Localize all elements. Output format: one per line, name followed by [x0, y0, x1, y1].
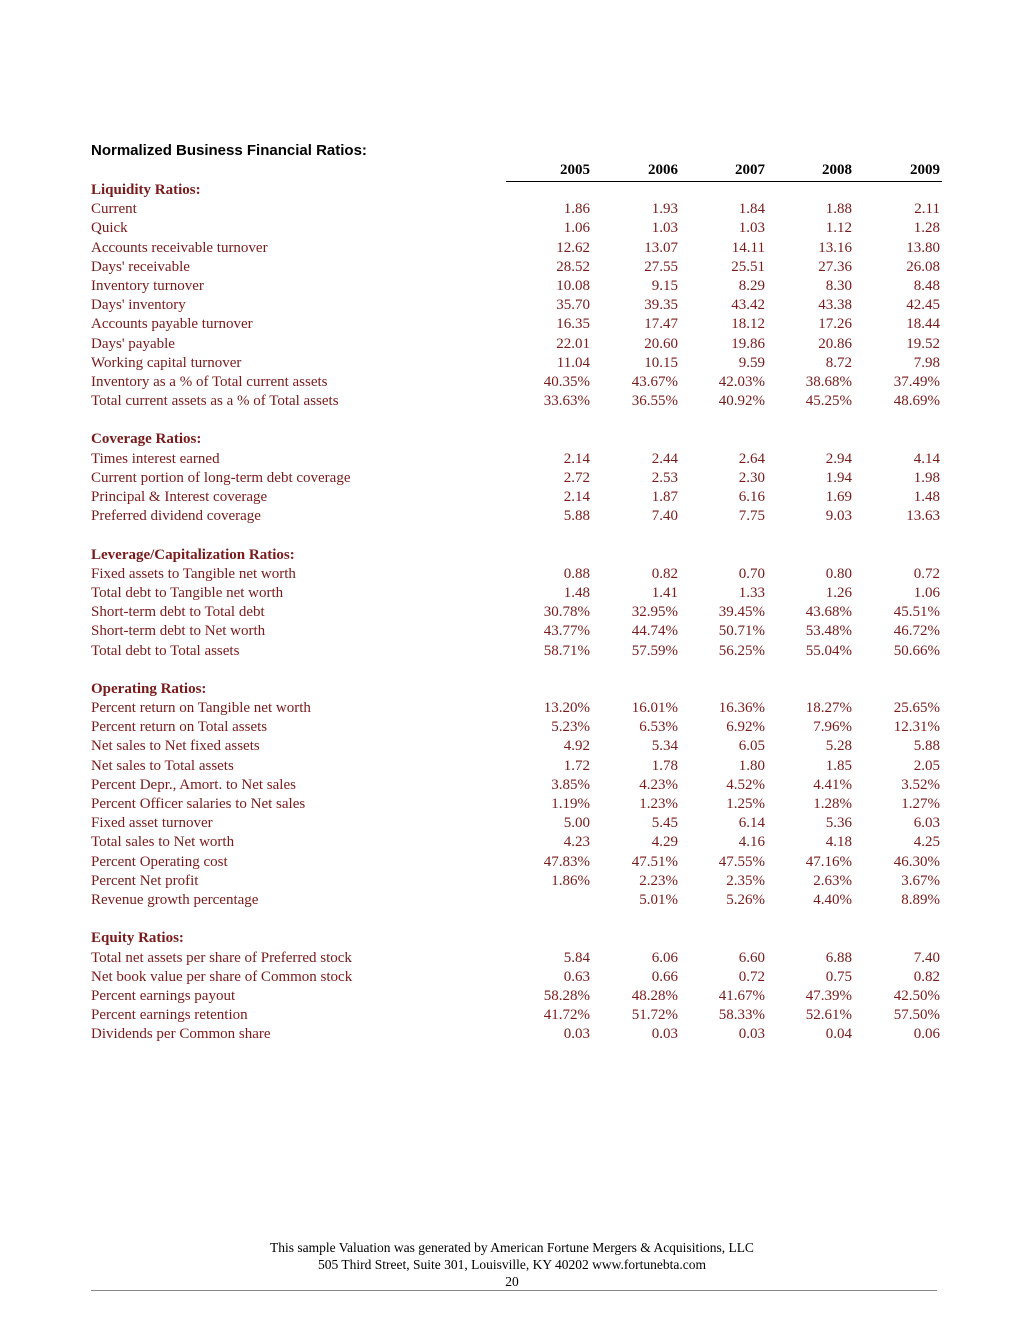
ratio-value: 50.71% — [718, 623, 765, 640]
ratio-value: 4.23% — [639, 776, 678, 793]
table-row — [0, 451, 1024, 470]
ratio-value: 0.80 — [825, 565, 852, 582]
ratio-value: 4.41% — [813, 776, 852, 793]
ratio-value: 13.20% — [543, 700, 590, 717]
ratio-value: 1.06 — [913, 584, 940, 601]
ratio-value: 14.11 — [731, 239, 765, 256]
table-row — [0, 316, 1024, 335]
ratio-value: 47.55% — [718, 853, 765, 870]
ratio-value: 12.31% — [893, 719, 940, 736]
ratio-label: Principal & Interest coverage — [91, 489, 268, 505]
ratio-label: Accounts receivable turnover — [91, 239, 268, 256]
ratio-value: 4.40% — [813, 891, 852, 908]
table-row — [0, 969, 1024, 988]
ratio-value: 32.95% — [631, 604, 678, 621]
ratio-label: Percent Net profit — [91, 872, 199, 889]
table-row — [0, 988, 1024, 1007]
ratio-label: Total debt to Tangible net worth — [91, 584, 284, 601]
ratio-value: 0.04 — [825, 1026, 852, 1043]
ratio-value: 52.61% — [805, 1007, 852, 1024]
section-spacer — [0, 662, 1024, 681]
ratio-value: 43.68% — [805, 604, 852, 621]
ratio-value: 47.51% — [631, 853, 678, 870]
ratio-value: 1.93 — [651, 201, 678, 218]
ratio-value: 27.36 — [818, 258, 852, 275]
table-row — [0, 259, 1024, 278]
ratio-value: 26.08 — [906, 258, 940, 275]
ratio-value: 9.03 — [825, 508, 852, 525]
ratio-value: 37.49% — [893, 373, 940, 390]
table-row — [0, 854, 1024, 873]
ratio-value: 7.40 — [651, 508, 678, 525]
ratio-value: 1.98 — [913, 469, 940, 486]
ratio-value: 3.52% — [901, 776, 940, 793]
ratio-value: 47.39% — [805, 987, 852, 1004]
table-row — [0, 796, 1024, 815]
table-row — [0, 700, 1024, 719]
ratio-value: 2.11 — [914, 201, 940, 218]
ratio-value: 43.67% — [631, 373, 678, 390]
ratio-value: 56.25% — [718, 642, 765, 659]
ratio-label: Percent earnings retention — [91, 1007, 248, 1024]
ratio-table — [0, 182, 1024, 1045]
table-row — [0, 738, 1024, 757]
table-row — [0, 374, 1024, 393]
ratio-value: 0.82 — [913, 968, 940, 985]
ratio-value: 9.59 — [738, 354, 765, 371]
ratio-value: 4.25 — [913, 834, 940, 851]
ratio-value: 27.55 — [644, 258, 678, 275]
ratio-value: 1.28% — [813, 796, 852, 812]
ratio-value: 7.40 — [913, 949, 940, 966]
ratio-value: 1.48 — [563, 584, 590, 601]
ratio-value: 1.12 — [825, 220, 852, 237]
ratio-value: 43.42 — [731, 297, 765, 314]
ratio-value: 40.92% — [718, 393, 765, 410]
year-header: 2006 — [648, 162, 678, 178]
ratio-value: 3.85% — [551, 776, 590, 793]
ratio-value: 16.01% — [631, 700, 678, 717]
ratio-value: 33.63% — [543, 393, 590, 410]
ratio-value: 6.06 — [651, 949, 678, 966]
ratio-value: 47.83% — [543, 853, 590, 870]
table-row — [0, 643, 1024, 662]
footer-line-2: 505 Third Street, Suite 301, Louisville, KY 40202 www.fortunebta.com — [318, 1257, 706, 1272]
ratio-label: Inventory as a % of Total current assets — [91, 373, 328, 390]
ratio-value: 58.71% — [543, 642, 590, 659]
year-header-row — [506, 162, 942, 182]
ratio-value: 8.89% — [901, 891, 940, 908]
ratio-label: Percent earnings payout — [91, 987, 236, 1004]
ratio-value: 2.23% — [639, 872, 678, 889]
ratio-value: 0.66 — [651, 968, 678, 985]
section-header-row — [0, 930, 1024, 949]
ratio-value: 2.63% — [813, 872, 852, 889]
ratio-value: 2.05 — [913, 757, 940, 774]
ratio-value: 6.14 — [738, 815, 765, 832]
year-header: 2008 — [822, 162, 852, 178]
ratio-value: 1.88 — [825, 201, 852, 218]
ratio-value: 5.23% — [551, 719, 590, 736]
ratio-value: 45.51% — [893, 604, 940, 621]
ratio-value: 6.05 — [738, 738, 765, 755]
ratio-value: 5.00 — [563, 815, 590, 832]
ratio-value: 51.72% — [631, 1007, 678, 1024]
section-spacer — [0, 527, 1024, 546]
ratio-value: 43.38 — [818, 297, 852, 314]
section-title: Leverage/Capitalization Ratios: — [91, 546, 295, 563]
ratio-value: 16.35 — [556, 316, 590, 333]
table-row — [0, 336, 1024, 355]
table-row — [0, 892, 1024, 911]
table-row — [0, 508, 1024, 527]
ratio-value: 1.03 — [738, 220, 765, 237]
ratio-value: 1.86% — [551, 872, 590, 889]
ratio-value: 1.26 — [825, 584, 852, 601]
ratio-label: Current portion of long-term debt coverage — [91, 469, 351, 486]
table-row — [0, 470, 1024, 489]
ratio-value: 1.78 — [651, 757, 678, 774]
ratio-value: 6.92% — [726, 719, 765, 736]
ratio-value: 18.44 — [906, 316, 940, 333]
ratio-value: 10.08 — [556, 277, 590, 294]
table-row — [0, 393, 1024, 412]
ratio-value: 39.45% — [718, 604, 765, 621]
ratio-value: 13.16 — [818, 239, 852, 256]
ratio-value: 19.52 — [906, 335, 940, 352]
table-row — [0, 566, 1024, 585]
ratio-value: 5.01% — [639, 891, 678, 908]
ratio-value: 1.69 — [825, 489, 852, 505]
ratio-value: 5.88 — [563, 508, 590, 525]
ratio-label: Percent Depr., Amort. to Net sales — [91, 776, 296, 793]
ratio-value: 0.88 — [563, 565, 590, 582]
ratio-value: 1.48 — [913, 489, 940, 505]
year-header: 2007 — [735, 162, 765, 178]
ratio-value: 25.51 — [731, 258, 765, 275]
table-row — [0, 201, 1024, 220]
ratio-value: 0.06 — [913, 1026, 940, 1043]
section-title: Equity Ratios: — [91, 930, 184, 947]
ratio-value: 1.25% — [726, 796, 765, 812]
ratio-value: 55.04% — [805, 642, 852, 659]
ratio-value: 0.03 — [563, 1026, 590, 1043]
table-row — [0, 220, 1024, 239]
ratio-value: 2.64 — [738, 450, 765, 467]
ratio-value: 53.48% — [805, 623, 852, 640]
ratio-value: 5.26% — [726, 891, 765, 908]
table-row — [0, 355, 1024, 374]
ratio-value: 1.27% — [901, 796, 940, 812]
ratio-value: 17.47 — [644, 316, 678, 333]
ratio-value: 1.86 — [563, 201, 590, 218]
ratio-label: Total debt to Total assets — [91, 642, 240, 659]
table-row — [0, 585, 1024, 604]
ratio-value: 4.52% — [726, 776, 765, 793]
ratio-value: 28.52 — [556, 258, 590, 275]
ratio-label: Percent Operating cost — [91, 853, 228, 870]
ratio-value: 5.36 — [825, 815, 852, 832]
ratio-label: Fixed assets to Tangible net worth — [91, 565, 296, 582]
ratio-value: 5.34 — [651, 738, 678, 755]
ratio-label: Total net assets per share of Preferred stock — [91, 949, 352, 966]
ratio-value: 5.45 — [651, 815, 678, 832]
ratio-label: Net sales to Total assets — [91, 757, 234, 774]
ratio-value: 3.67% — [901, 872, 940, 889]
ratio-value: 2.94 — [825, 450, 852, 467]
ratio-value: 57.50% — [893, 1007, 940, 1024]
ratio-label: Preferred dividend coverage — [91, 508, 261, 525]
table-row — [0, 623, 1024, 642]
ratio-value: 2.53 — [651, 469, 678, 486]
ratio-value: 6.03 — [913, 815, 940, 832]
ratio-label: Days' inventory — [91, 297, 186, 314]
ratio-value: 36.55% — [631, 393, 678, 410]
section-header-row — [0, 681, 1024, 700]
ratio-label: Working capital turnover — [91, 354, 242, 371]
ratio-label: Total sales to Net worth — [91, 834, 235, 851]
ratio-value: 12.62 — [556, 239, 590, 256]
ratio-value: 43.77% — [543, 623, 590, 640]
ratio-value: 17.26 — [818, 316, 852, 333]
ratio-value: 42.50% — [893, 987, 940, 1004]
ratio-value: 30.78% — [543, 604, 590, 621]
page-heading: Normalized Business Financial Ratios: — [91, 142, 367, 159]
ratio-value: 8.48 — [913, 277, 940, 294]
ratio-label: Fixed asset turnover — [91, 815, 213, 832]
ratio-value: 42.45 — [906, 297, 940, 314]
ratio-value: 1.80 — [738, 757, 765, 774]
footer-line-1: This sample Valuation was generated by American Fortune Mergers & Acquisitions, LLC — [270, 1240, 754, 1255]
ratio-value: 1.41 — [651, 584, 678, 601]
ratio-value: 44.74% — [631, 623, 678, 640]
year-header: 2005 — [560, 162, 590, 178]
ratio-value: 58.28% — [543, 987, 590, 1004]
ratio-value: 0.03 — [651, 1026, 678, 1043]
ratio-value: 5.84 — [563, 949, 590, 966]
ratio-value: 0.82 — [651, 565, 678, 582]
ratio-value: 2.30 — [738, 469, 765, 486]
ratio-value: 1.85 — [825, 757, 852, 774]
ratio-label: Short-term debt to Total debt — [91, 604, 265, 621]
section-spacer — [0, 412, 1024, 431]
ratio-value: 50.66% — [893, 642, 940, 659]
ratio-label: Short-term debt to Net worth — [91, 623, 266, 640]
ratio-value: 5.88 — [913, 738, 940, 755]
ratio-value: 0.70 — [738, 565, 765, 582]
ratio-value: 58.33% — [718, 1007, 765, 1024]
ratio-label: Net sales to Net fixed assets — [91, 738, 260, 755]
ratio-label: Accounts payable turnover — [91, 316, 253, 333]
ratio-value: 18.27% — [805, 700, 852, 717]
ratio-value: 4.16 — [738, 834, 765, 851]
ratio-value: 4.18 — [825, 834, 852, 851]
year-header: 2009 — [910, 162, 940, 178]
ratio-value: 4.92 — [563, 738, 590, 755]
ratio-value: 0.75 — [825, 968, 852, 985]
ratio-value: 0.72 — [738, 968, 765, 985]
ratio-label: Percent return on Tangible net worth — [91, 700, 311, 717]
ratio-value: 7.98 — [913, 354, 940, 371]
ratio-value: 10.15 — [644, 354, 678, 371]
ratio-value: 40.35% — [543, 373, 590, 390]
ratio-value: 16.36% — [718, 700, 765, 717]
ratio-value: 8.30 — [825, 277, 852, 294]
ratio-value: 2.72 — [563, 469, 590, 486]
ratio-value: 35.70 — [556, 297, 590, 314]
ratio-value: 45.25% — [805, 393, 852, 410]
table-row — [0, 815, 1024, 834]
ratio-value: 5.28 — [825, 738, 852, 755]
ratio-value: 46.72% — [893, 623, 940, 640]
ratio-value: 20.60 — [644, 335, 678, 352]
ratio-value: 39.35 — [644, 297, 678, 314]
ratio-value: 47.16% — [805, 853, 852, 870]
ratio-value: 41.67% — [718, 987, 765, 1004]
ratio-value: 2.14 — [563, 489, 590, 505]
ratio-label: Quick — [91, 220, 128, 237]
ratio-value: 4.14 — [913, 450, 940, 467]
table-row — [0, 834, 1024, 853]
ratio-value: 7.96% — [813, 719, 852, 736]
section-spacer — [0, 911, 1024, 930]
page-number: 20 — [505, 1274, 519, 1289]
ratio-label: Net book value per share of Common stock — [91, 968, 353, 985]
ratio-value: 9.15 — [651, 277, 678, 294]
table-row — [0, 297, 1024, 316]
ratio-value: 2.44 — [651, 450, 678, 467]
table-row — [0, 1026, 1024, 1045]
section-title: Liquidity Ratios: — [91, 182, 201, 198]
ratio-value: 1.94 — [825, 469, 852, 486]
table-row — [0, 489, 1024, 508]
ratio-value: 57.59% — [631, 642, 678, 659]
ratio-value: 8.72 — [825, 354, 852, 371]
ratio-value: 46.30% — [893, 853, 940, 870]
ratio-value: 1.23% — [639, 796, 678, 812]
ratio-value: 48.69% — [893, 393, 940, 410]
ratio-value: 13.07 — [644, 239, 678, 256]
ratio-value: 18.12 — [731, 316, 765, 333]
section-header-row — [0, 547, 1024, 566]
ratio-value: 42.03% — [718, 373, 765, 390]
ratio-value: 6.60 — [738, 949, 765, 966]
ratio-label: Dividends per Common share — [91, 1026, 271, 1043]
ratio-value: 7.75 — [738, 508, 765, 525]
table-row — [0, 240, 1024, 259]
ratio-value: 13.63 — [906, 508, 940, 525]
ratio-value: 1.72 — [563, 757, 590, 774]
section-header-row — [0, 182, 1024, 201]
ratio-value: 6.88 — [825, 949, 852, 966]
section-header-row — [0, 431, 1024, 450]
ratio-value: 1.33 — [738, 584, 765, 601]
ratio-label: Days' receivable — [91, 258, 190, 275]
table-row — [0, 1007, 1024, 1026]
ratio-value: 22.01 — [556, 335, 590, 352]
table-row — [0, 719, 1024, 738]
ratio-value: 1.19% — [551, 796, 590, 812]
ratio-value: 38.68% — [805, 373, 852, 390]
ratio-label: Inventory turnover — [91, 277, 204, 294]
ratio-label: Percent Officer salaries to Net sales — [91, 796, 306, 812]
table-row — [0, 604, 1024, 623]
table-row — [0, 777, 1024, 796]
ratio-value: 1.28 — [913, 220, 940, 237]
ratio-value: 19.86 — [731, 335, 765, 352]
table-row — [0, 278, 1024, 297]
ratio-value: 6.53% — [639, 719, 678, 736]
ratio-value: 1.87 — [651, 489, 678, 505]
ratio-value: 6.16 — [738, 489, 765, 505]
ratio-value: 2.14 — [563, 450, 590, 467]
ratio-label: Revenue growth percentage — [91, 891, 259, 908]
section-title: Coverage Ratios: — [91, 431, 202, 448]
ratio-value: 8.29 — [738, 277, 765, 294]
ratio-value: 4.23 — [563, 834, 590, 851]
table-row — [0, 873, 1024, 892]
ratio-label: Days' payable — [91, 335, 175, 352]
ratio-label: Current — [91, 201, 137, 218]
ratio-value: 11.04 — [556, 354, 590, 371]
ratio-value: 20.86 — [818, 335, 852, 352]
ratio-value: 1.03 — [651, 220, 678, 237]
ratio-value: 1.84 — [738, 201, 765, 218]
ratio-label: Percent return on Total assets — [91, 719, 268, 736]
ratio-value: 13.80 — [906, 239, 940, 256]
ratio-label: Total current assets as a % of Total assets — [91, 393, 339, 410]
ratio-label: Times interest earned — [91, 450, 220, 467]
ratio-value: 4.29 — [651, 834, 678, 851]
ratio-value: 2.35% — [726, 872, 765, 889]
ratio-value: 48.28% — [631, 987, 678, 1004]
ratio-value: 41.72% — [543, 1007, 590, 1024]
footer-divider — [91, 1290, 937, 1291]
ratio-value: 1.06 — [563, 220, 590, 237]
ratio-value: 25.65% — [893, 700, 940, 717]
table-row — [0, 950, 1024, 969]
ratio-value: 0.03 — [738, 1026, 765, 1043]
section-title: Operating Ratios: — [91, 680, 207, 697]
ratio-value: 0.63 — [563, 968, 590, 985]
ratio-value: 0.72 — [913, 565, 940, 582]
table-row — [0, 758, 1024, 777]
